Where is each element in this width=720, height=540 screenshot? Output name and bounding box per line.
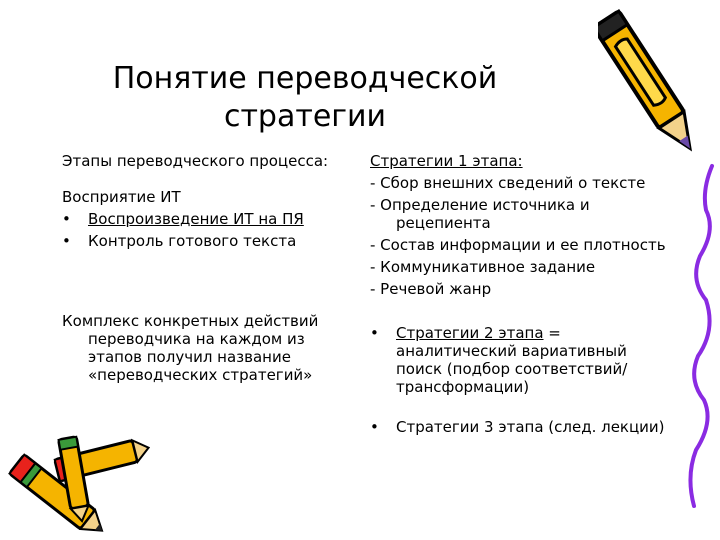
bullet-item	[62, 232, 352, 250]
pencils-pair-icon	[0, 430, 150, 540]
bullet-icon: •	[370, 324, 379, 342]
slide-title	[70, 60, 540, 136]
bullet-icon: •	[62, 232, 71, 250]
right-column	[370, 152, 670, 436]
reproduction-link[interactable]: Воспроизведение ИТ на ПЯ	[88, 210, 304, 228]
stage1-item: - Сбор внешних сведений о тексте	[370, 174, 646, 192]
squiggle-line-icon	[676, 160, 720, 510]
stage2-rest: = аналитический вариативный поиск (подбор соответствий/трансформации)	[396, 324, 628, 396]
title-line-2: стратегии	[223, 99, 387, 134]
stage2-text	[396, 324, 670, 396]
bullet-icon: •	[370, 418, 379, 436]
perception-item: Восприятие ИТ	[62, 188, 181, 206]
stage1-item: - Определение источника и рецепиента	[370, 196, 590, 232]
stage1-item: - Коммуникативное задание	[370, 258, 596, 276]
left-column	[62, 152, 352, 384]
stage1-item: - Речевой жанр	[370, 280, 492, 298]
stage1-heading-link[interactable]: Стратегии 1 этапа:	[370, 152, 523, 170]
stage1-item: - Состав информации и ее плотность	[370, 236, 666, 254]
stage3-text: Стратегии 3 этапа (след. лекции)	[396, 418, 665, 436]
stage2-bullet	[370, 324, 670, 396]
pencil-icon	[598, 0, 702, 170]
control-item: Контроль готового текста	[88, 232, 297, 250]
stage3-bullet	[370, 418, 670, 436]
bullet-icon: •	[62, 210, 71, 228]
title-line-1: Понятие переводческой	[112, 61, 498, 96]
bullet-item	[62, 210, 352, 228]
complex-text: Комплекс конкретных действий переводчика на каждом из этапов получил название «переводческих стратегий»	[62, 312, 319, 384]
stages-heading: Этапы переводческого процесса:	[62, 152, 329, 170]
stage2-link[interactable]: Стратегии 2 этапа	[396, 324, 544, 342]
